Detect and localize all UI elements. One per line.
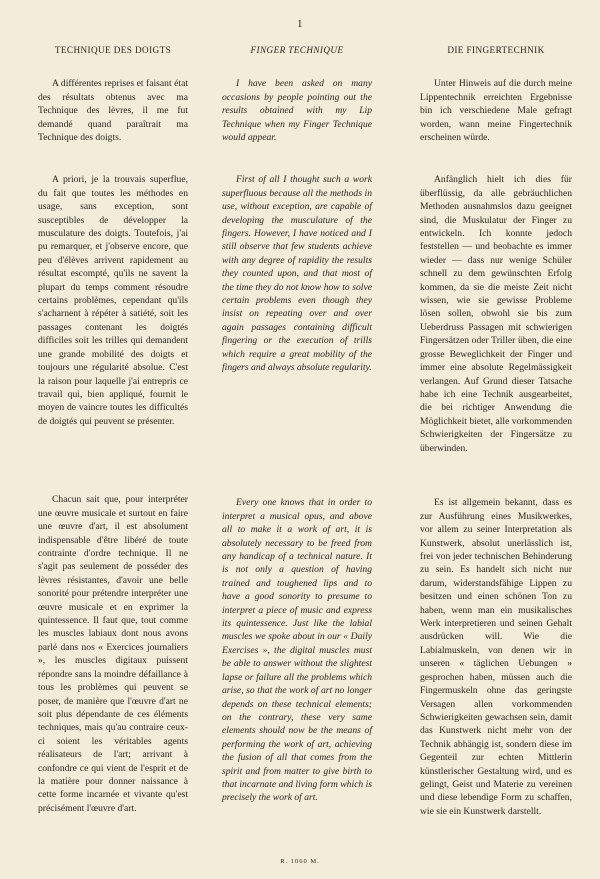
- english-heading: FINGER TECHNIQUE: [250, 45, 344, 55]
- english-paragraph-1: I have been asked on many occasions by people pointing out the results obtained with my Lip Technique when my Finger Technique would appear.: [222, 78, 372, 144]
- page-number: 1: [297, 18, 303, 30]
- german-heading: DIE FINGERTECHNIK: [447, 45, 545, 55]
- french-paragraph-3: Chacun sait que, pour interpréter une œuvre musicale et surtout en faire une œuvre d'art, il est absolument indispensable d'être libéré de toute contrainte d'ordre technique. Il ne s'agit pas seulement de posséder des lèvres résistantes, d'avoir une belle sonorité pour prétendre interpréter une œuvre musicale et en exprimer la quintessence. Il faut que, tout comme les muscles labiaux dont nous avons parlé dans nos « Exercices journaliers », les muscles digitaux puissent répondre sans la moindre défaillance à tous les problèmes qui peuvent se poser, de manière que l'œuvre d'art ne soit plus dépendante de ces éléments techniques, mais qu'au contraire ceux-ci soient les véritables agents réalisateurs de l'art; arrivant à confondre ce qui vient de l'esprit et de la matière pour donner naissance à cette forme incarnée et vivante qu'est précisément l'œuvre d'art.: [38, 494, 188, 814]
- english-paragraph-3: Every one knows that in order to interpret a musical opus, and above all to make it a work of art, it is absolutely necessary to be freed from any handicap of a technical nature. It is not only a question of having trained and toughened lips and to have a good sonority to presume to interpret a piece of music and express its quintessence. Just like the labial muscles we spoke about in our « Daily Exercises », the digital muscles must be able to answer without the slightest lapse or failure all the problems which arise, so that the work of art no longer depends on these technical elements; on the contrary, these very same elements should now be the means of performing the work of art, achieving the fusion of all that comes from the spirit and from matter to give birth to that incarnate and living form which is precisely the work of art.: [222, 497, 372, 804]
- german-paragraph-1: Unter Hinweis auf die durch meine Lippentechnik erreichten Ergebnisse bin ich verschiedene Male gefragt worden, wann meine Fingertechnik erscheinen würde.: [420, 78, 572, 144]
- column-german: [420, 44, 572, 818]
- column-english: [222, 44, 372, 805]
- german-paragraph-3: Es ist allgemein bekannt, dass es zur Ausführung eines Musikwerkes, vor allem zu seiner Interpretation als Kunstwerk, absolut unerlässlich ist, frei von jeder technischen Behinderung zu sein. Es handelt sich nicht nur darum, widerstandsfähige Lippen zu besitzen und einen schönen Ton zu haben, wenn man ein musikalisches Werk interpretieren und seinen Gehalt ausdrücken will. Wie die Labialmuskeln, von denen wir in unseren « täglichen Uebungen » gesprochen haben, müssen auch die Fingermuskeln ohne das geringste Versagen allen vorkommenden Schwierigkeiten gewachsen sein, damit das Kunstwerk nicht mehr von der Technik abhängig ist, sondern diese im Gegenteil zur echten Mittlerin künstlerischer Gestaltung wird, und es gelingt, Geist und Materie zu vereinen und diese lebendige Form zu schaffen, wie sie ein Kunstwerk darstellt.: [420, 497, 572, 817]
- french-paragraph-2: A priori, je la trouvais superflue, du fait que toutes les méthodes en usage, sans exception, sont susceptibles de développer la musculature des doigts. Toutefois, j'ai pu remarquer, et j'observe encore, que peu d'élèves arrivent rapidement au résultat escompté, qu'ils ne savent la plupart du temps comment résoudre certains problèmes, cependant qu'ils s'acharnent à répéter à satiété, soit les passages contenant les doigtés difficiles soit les trilles qui demandent une grande mobilité des doigts et toujours une régularité absolue. C'est la raison pour laquelle j'ai entrepris ce travail qui, bien appliqué, fournit le moyen de vaincre toutes les difficultés de doigtés qui peuvent se présenter.: [38, 174, 188, 427]
- column-french: [38, 44, 188, 815]
- french-heading: TECHNIQUE DES DOIGTS: [54, 45, 172, 55]
- plate-number: R. 1060 M.: [280, 858, 320, 865]
- german-paragraph-2: Anfänglich hielt ich dies für überflüssig, da alle gebräuchlichen Methoden ausnahmslos dazu geeignet sind, die Muskulatur der Finger zu entwickeln. Ich konnte jedoch feststellen — und beobachte es immer wieder — dass nur wenige Schüler schnell zu dem gewünschten Erfolg kommen, da sie die meiste Zeit nicht wissen, wie sie gewisse Probleme lösen sollen, obwohl sie bis zum Ueberdruss Passagen mit schwierigen Fingersätzen oder Triller üben, die eine grosse Beweglichkeit der Finger und immer eine absolute Regelmässigkeit verlangen. Auf Grund dieser Tatsache habe ich eine Technik ausgearbeitet, die bei richtiger Anwendung die Möglichkeit bietet, alle vorkommenden Schwierigkeiten der Fingersätze zu überwinden.: [420, 174, 572, 454]
- english-paragraph-2: First of all I thought such a work superfluous because all the methods in use, without exception, are capable of developing the musculature of the fingers. However, I have noticed and I still observe that few students achieve with any degree of rapidity the results they counted upon, and that most of the time they do not know how to solve certain problems even though they insist on repeating over and over again passages containing difficult fingering or the execution of trills which require a great mobility of the fingers and always absolute regularity.: [222, 174, 372, 374]
- french-paragraph-1: A différentes reprises et faisant état des résultats obtenus avec ma Technique des lèvres, il me fut demandé quand paraîtrait ma Technique des doigts.: [38, 78, 188, 144]
